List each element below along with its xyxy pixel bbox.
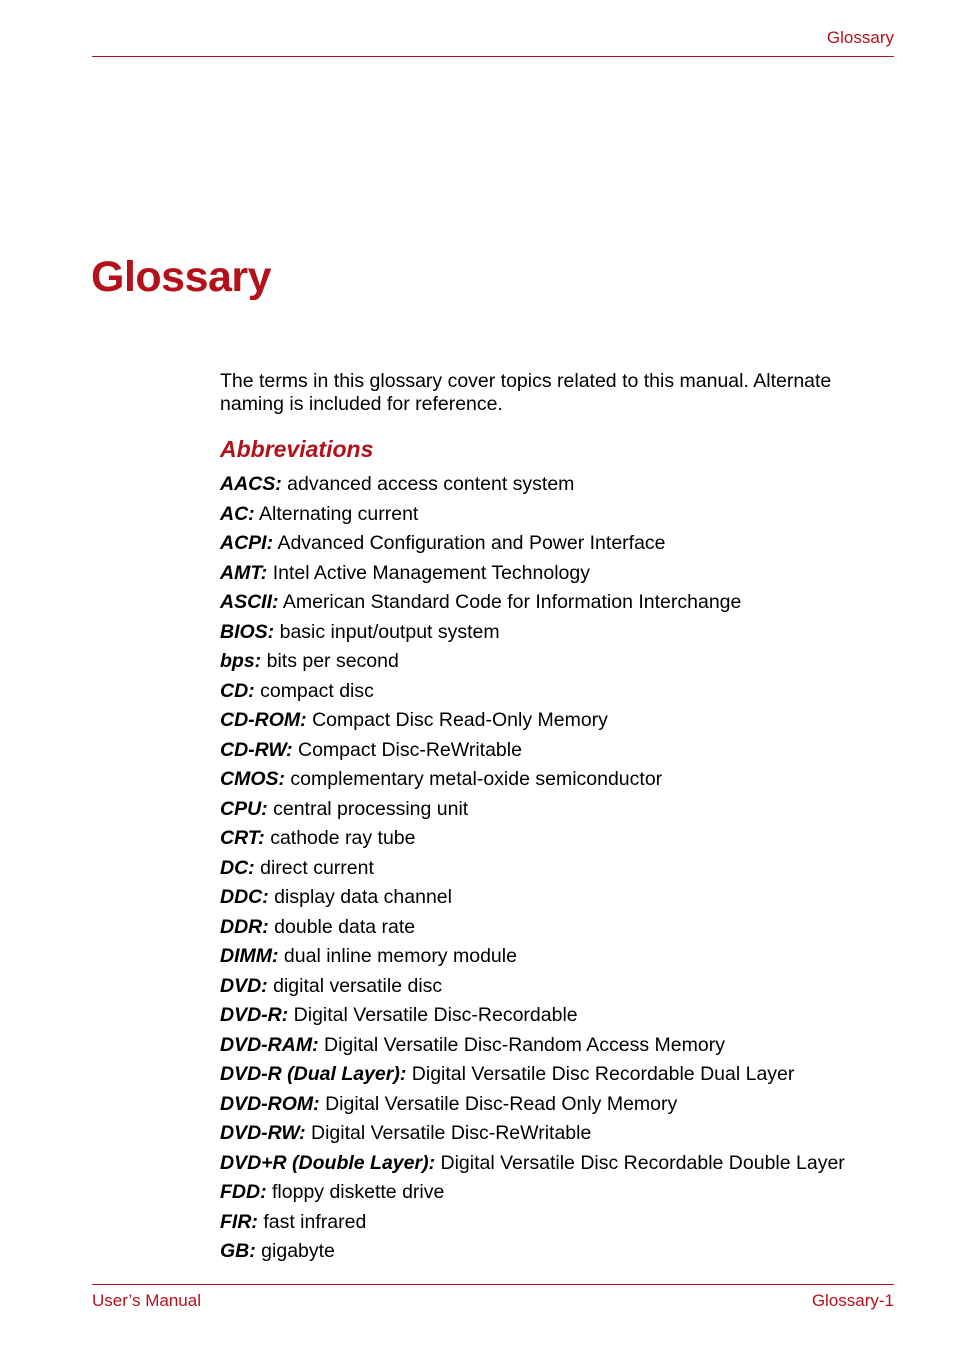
- entry-definition: direct current: [260, 856, 374, 879]
- glossary-entry: [220, 824, 900, 854]
- glossary-entry: [220, 529, 900, 559]
- entry-definition: cathode ray tube: [270, 827, 416, 849]
- entry-definition: central processing unit: [273, 797, 469, 820]
- entry-term: FDD:: [220, 1181, 267, 1203]
- entry-definition: advanced access content system: [287, 473, 575, 495]
- entry-term: BIOS:: [220, 620, 275, 643]
- glossary-entry: [220, 765, 900, 795]
- entry-term: DVD-R:: [220, 1004, 289, 1026]
- entry-term: ASCII:: [220, 591, 279, 613]
- entry-term: DVD-RAM:: [220, 1033, 319, 1056]
- entry-definition: compact disc: [260, 679, 374, 702]
- entry-term: CRT:: [220, 827, 265, 849]
- entry-definition: gigabyte: [261, 1240, 335, 1262]
- entry-term: DVD-ROM:: [220, 1092, 320, 1115]
- glossary-entry: [220, 942, 900, 972]
- glossary-entry: [220, 1237, 900, 1267]
- glossary-entry: [220, 1119, 900, 1149]
- glossary-entry: [220, 854, 900, 884]
- entry-definition: Digital Versatile Disc Recordable Double Layer: [440, 1151, 845, 1174]
- entry-term: CMOS:: [220, 768, 285, 790]
- entry-term: DDC:: [220, 886, 269, 908]
- glossary-entry: [220, 913, 900, 943]
- entry-term: DVD-R (Dual Layer):: [220, 1063, 407, 1085]
- glossary-entry: [220, 706, 900, 736]
- entry-term: FIR:: [220, 1210, 258, 1233]
- entry-definition: fast infrared: [263, 1210, 367, 1233]
- entry-term: CD:: [220, 679, 255, 702]
- entry-definition: Digital Versatile Disc-Read Only Memory: [325, 1092, 678, 1115]
- entry-term: bps:: [220, 650, 262, 672]
- glossary-entry: [220, 677, 900, 707]
- entry-definition: Compact Disc Read-Only Memory: [312, 709, 608, 731]
- page-number: Glossary-1: [811, 1291, 894, 1310]
- entry-term: DVD-RW:: [220, 1122, 306, 1144]
- entry-definition: American Standard Code for Information Interchange: [282, 591, 742, 613]
- section-heading: Abbreviations: [220, 436, 374, 462]
- entry-definition: display data channel: [274, 886, 452, 908]
- entry-definition: complementary metal-oxide semiconductor: [290, 768, 663, 790]
- page-title: Glossary: [91, 253, 272, 301]
- entry-definition: Compact Disc-ReWritable: [298, 738, 522, 761]
- intro-paragraph: The terms in this glossary cover topics related to this manual. Alternate naming is included for reference.: [220, 370, 832, 415]
- entry-term: CPU:: [220, 797, 268, 820]
- glossary-entry: [220, 1031, 900, 1061]
- entry-term: AMT:: [220, 561, 268, 584]
- glossary-entry: [220, 1060, 900, 1090]
- entry-definition: digital versatile disc: [273, 974, 443, 997]
- glossary-entry: [220, 1208, 900, 1238]
- glossary-entry: [220, 1178, 900, 1208]
- entry-definition: dual inline memory module: [283, 945, 517, 967]
- glossary-entry: [220, 1001, 900, 1031]
- entry-definition: Digital Versatile Disc-ReWritable: [311, 1122, 592, 1144]
- glossary-entry: [220, 1149, 900, 1179]
- entry-term: AACS:: [220, 473, 282, 495]
- entry-term: DC:: [220, 856, 255, 879]
- entry-term: AC:: [220, 502, 255, 525]
- entry-term: ACPI:: [220, 532, 274, 554]
- footer-rule: [92, 1284, 894, 1285]
- entry-definition: Alternating current: [259, 502, 419, 525]
- entry-definition: Digital Versatile Disc-Random Access Memory: [324, 1033, 725, 1056]
- entry-term: DVD:: [220, 974, 268, 997]
- entry-definition: Intel Active Management Technology: [272, 561, 590, 584]
- glossary-entry: [220, 618, 900, 648]
- glossary-entry: [220, 795, 900, 825]
- glossary-entry: [220, 736, 900, 766]
- entry-term: GB:: [220, 1240, 256, 1262]
- glossary-entry: [220, 647, 900, 677]
- entry-definition: bits per second: [266, 650, 399, 672]
- header-rule: [92, 56, 894, 57]
- entry-definition: Digital Versatile Disc Recordable Dual Layer: [411, 1063, 795, 1085]
- entry-definition: Digital Versatile Disc-Recordable: [293, 1004, 578, 1026]
- glossary-entry: [220, 470, 900, 500]
- glossary-entry: [220, 1090, 900, 1120]
- entry-term: CD-RW:: [220, 738, 293, 761]
- entry-term: DVD+R (Double Layer):: [220, 1151, 436, 1174]
- glossary-entry: [220, 559, 900, 589]
- entry-term: DDR:: [220, 915, 269, 938]
- glossary-entry: [220, 500, 900, 530]
- entry-term: DIMM:: [220, 945, 279, 967]
- glossary-entry: [220, 972, 900, 1002]
- entry-definition: Advanced Configuration and Power Interface: [277, 532, 666, 554]
- entry-term: CD-ROM:: [220, 709, 307, 731]
- glossary-entry: [220, 588, 900, 618]
- entry-definition: floppy diskette drive: [272, 1181, 445, 1203]
- entry-definition: basic input/output system: [279, 620, 500, 643]
- glossary-term-list: [220, 470, 900, 1267]
- footer-manual-title: User’s Manual: [92, 1291, 201, 1310]
- entry-definition: double data rate: [274, 915, 416, 938]
- glossary-entry: [220, 883, 900, 913]
- running-header: Glossary: [826, 28, 894, 47]
